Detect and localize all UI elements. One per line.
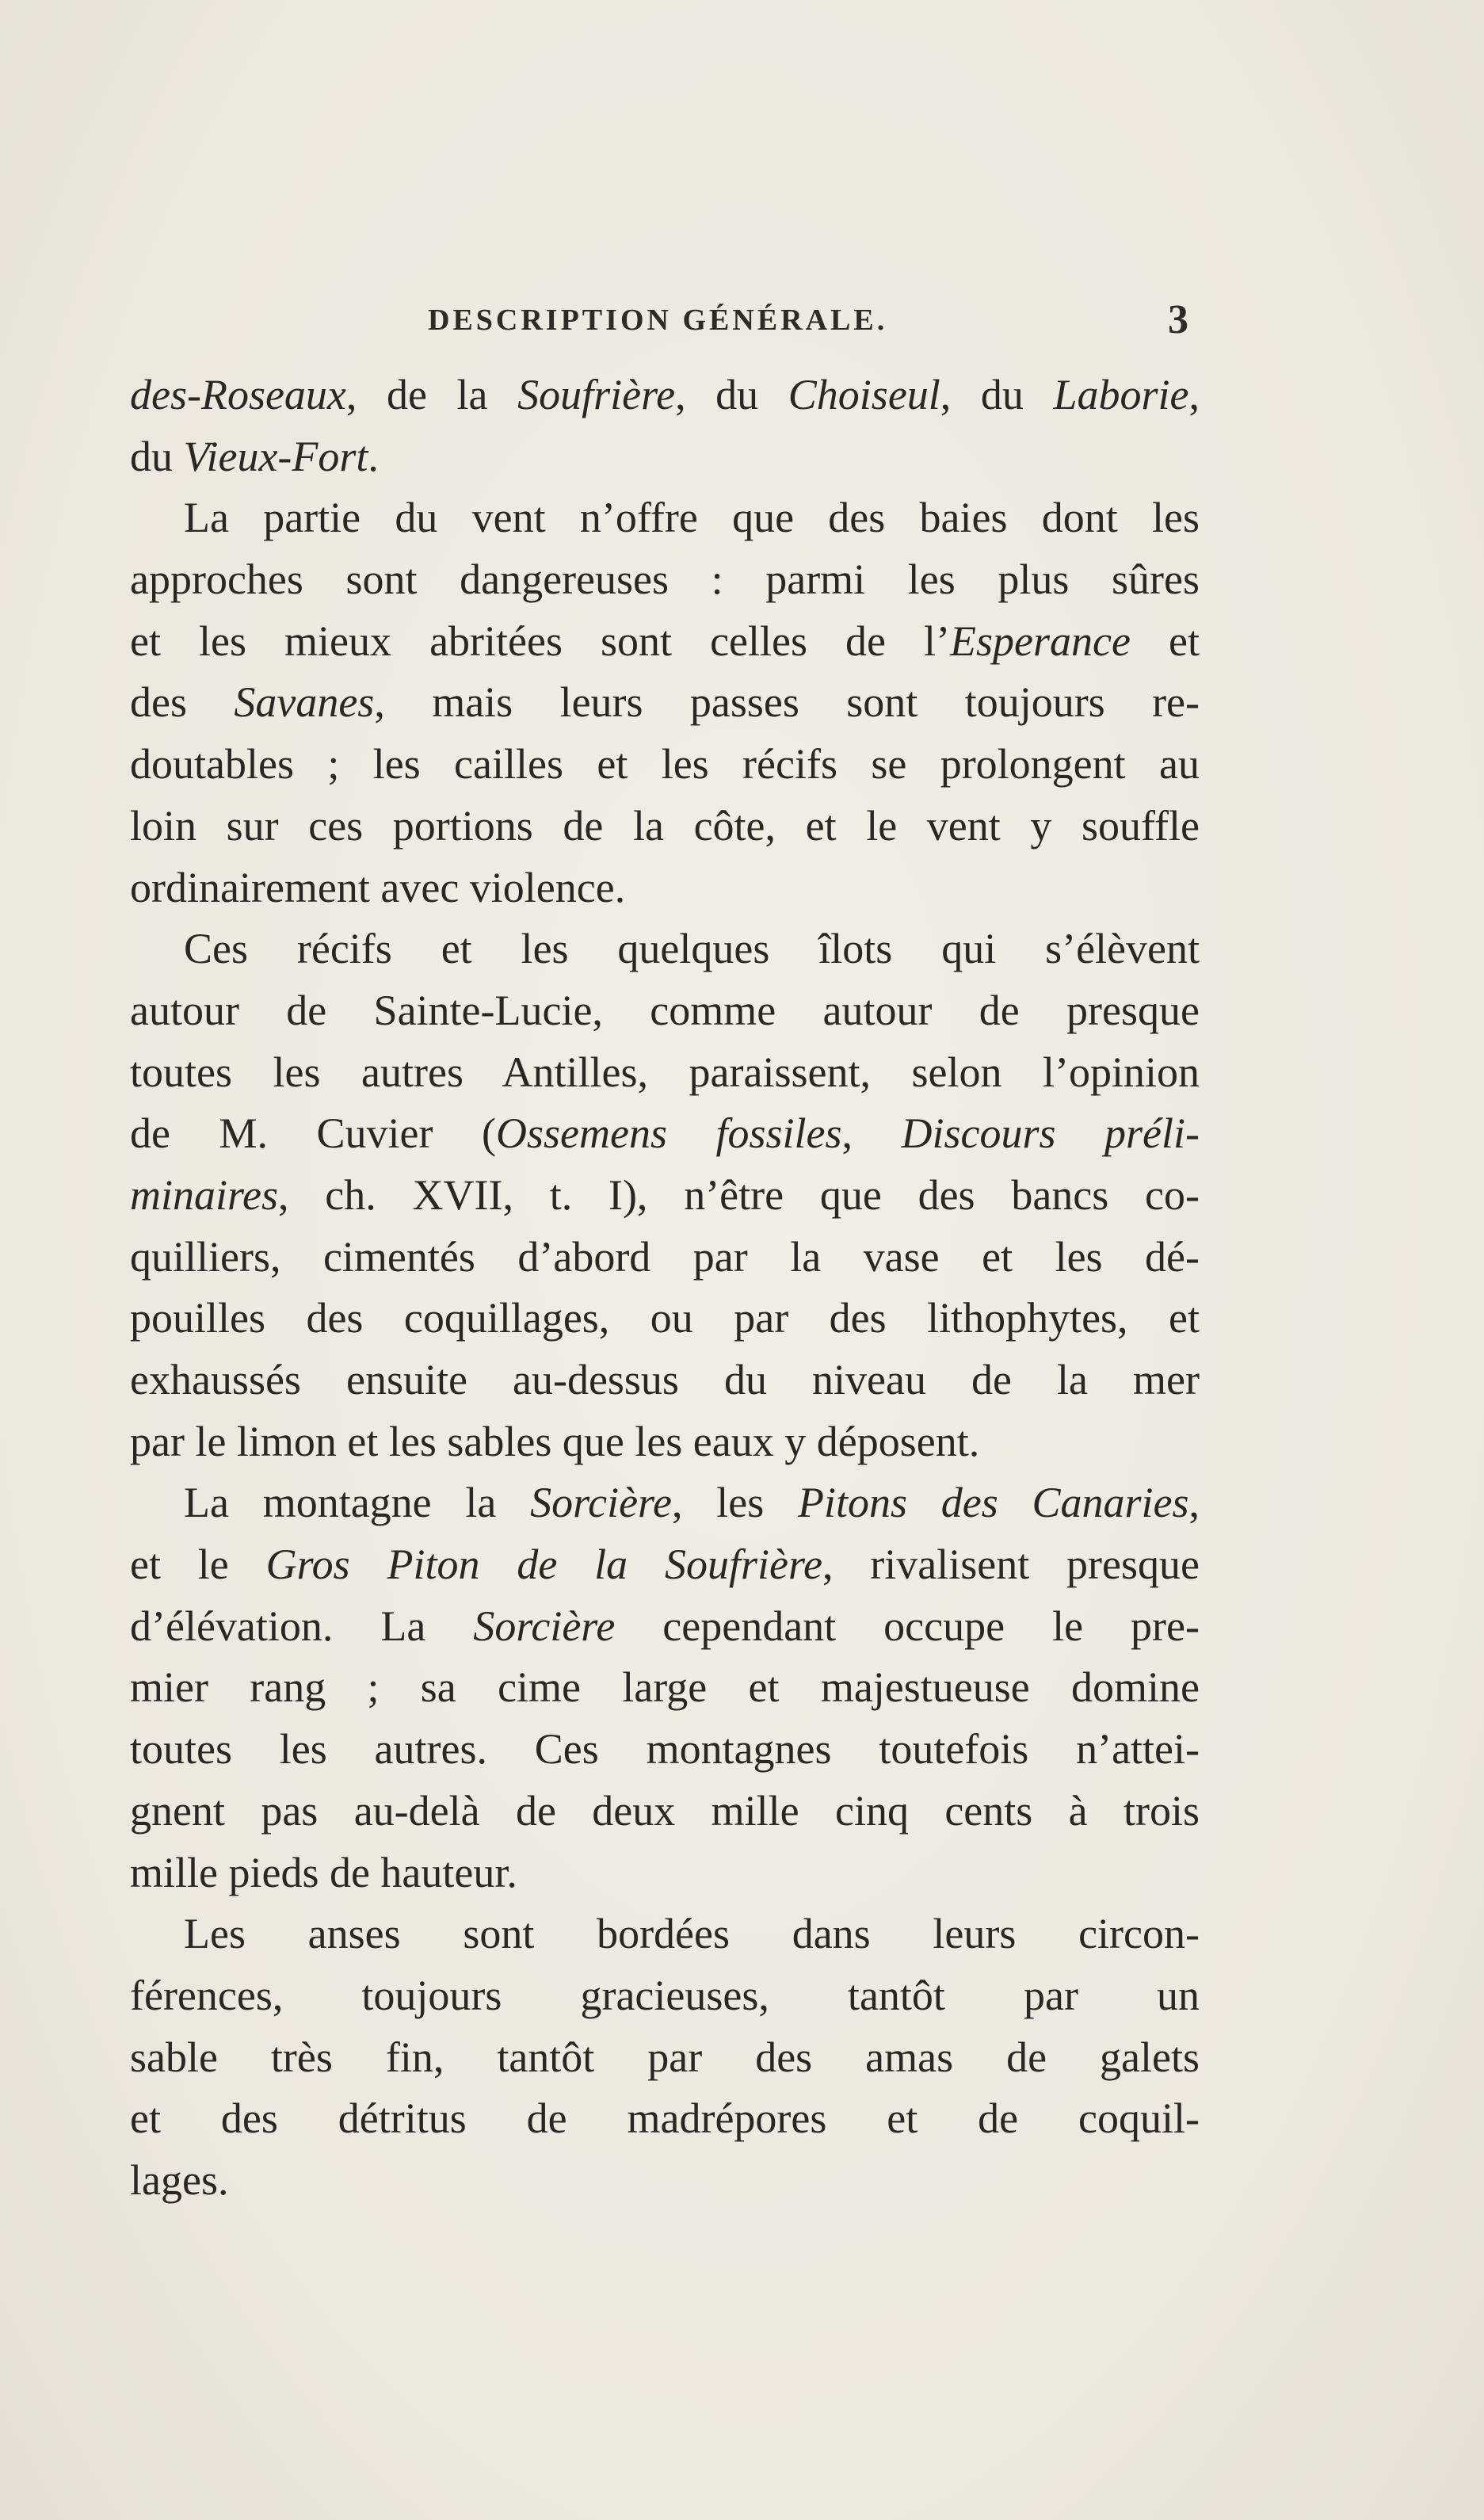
italic-text: Vieux-Fort bbox=[183, 432, 368, 480]
italic-text: minaires bbox=[130, 1170, 278, 1219]
text-line bbox=[130, 1842, 1200, 1904]
text-line bbox=[130, 1903, 1200, 1965]
text-segment: , de la bbox=[345, 371, 518, 418]
text-line bbox=[130, 1227, 1200, 1289]
text-line bbox=[130, 1781, 1200, 1842]
text-line bbox=[130, 2150, 1200, 2212]
italic-text: Choiseul bbox=[788, 371, 940, 418]
text-segment: et les mieux abritées sont celles de l’ bbox=[130, 617, 951, 665]
text-line bbox=[130, 857, 1200, 919]
text-line bbox=[130, 365, 1200, 426]
italic-text: Esperance bbox=[950, 617, 1131, 665]
text-line bbox=[130, 672, 1200, 734]
italic-text: des-Roseaux bbox=[130, 371, 346, 418]
text-segment: cependant occupe le pre- bbox=[615, 1602, 1200, 1650]
text-line bbox=[130, 426, 1200, 488]
text-line bbox=[130, 2088, 1200, 2150]
italic-text: Sorcière bbox=[473, 1602, 616, 1650]
text-line bbox=[130, 1596, 1200, 1658]
page-header bbox=[428, 297, 1188, 350]
text-segment: exhaussés ensuite au-dessus du niveau de la mer bbox=[130, 1356, 1200, 1403]
italic-text: Sorcière bbox=[530, 1479, 673, 1527]
italic-text: Ossemens fossiles bbox=[495, 1109, 842, 1158]
text-segment: , du bbox=[940, 371, 1054, 418]
text-segment: approches sont dangereuses : parmi les plus sûres bbox=[130, 556, 1200, 604]
body-text bbox=[130, 365, 1200, 2212]
text-segment: Ces récifs et les quelques îlots qui s’élèvent bbox=[184, 925, 1200, 973]
text-segment: toutes les autres. Ces montagnes toutefois n’attei- bbox=[130, 1725, 1200, 1774]
text-segment: quilliers, cimentés d’abord par la vase et les dé- bbox=[130, 1232, 1200, 1281]
text-segment: d’élévation. La bbox=[130, 1602, 474, 1650]
text-line bbox=[130, 1288, 1200, 1350]
text-segment: de M. Cuvier ( bbox=[130, 1109, 496, 1158]
text-line bbox=[130, 487, 1200, 549]
text-segment: et des détritus de madrépores et de coquil- bbox=[130, 2094, 1200, 2143]
text-segment: , ch. XVII, t. I), n’être que des bancs co- bbox=[278, 1170, 1200, 1219]
text-segment: , bbox=[1188, 371, 1200, 418]
text-line bbox=[130, 1042, 1200, 1104]
text-segment: , mais leurs passes sont toujours re- bbox=[374, 678, 1200, 727]
text-segment: mille pieds de hauteur. bbox=[130, 1848, 517, 1896]
text-segment: , du bbox=[675, 371, 788, 418]
text-segment: , les bbox=[672, 1479, 798, 1527]
text-line bbox=[130, 1965, 1200, 2027]
text-segment: La montagne la bbox=[184, 1479, 531, 1527]
text-segment: doutables ; les cailles et les récifs se prolongent au bbox=[130, 740, 1200, 788]
text-line bbox=[130, 980, 1200, 1042]
text-line bbox=[130, 1472, 1200, 1534]
text-segment: ordinairement avec violence. bbox=[130, 863, 626, 911]
running-title: DESCRIPTION GÉNÉRALE. bbox=[428, 304, 888, 337]
italic-text: Savanes bbox=[234, 678, 375, 727]
text-segment: et le bbox=[130, 1541, 266, 1589]
text-line bbox=[130, 734, 1200, 796]
text-line bbox=[130, 796, 1200, 857]
text-line bbox=[130, 611, 1200, 673]
italic-text: Discours préli- bbox=[901, 1109, 1200, 1158]
italic-text: Laborie bbox=[1053, 371, 1189, 418]
text-line bbox=[130, 1350, 1200, 1411]
page-number: 3 bbox=[1168, 297, 1188, 342]
text-line bbox=[130, 1534, 1200, 1596]
text-segment: des bbox=[130, 678, 235, 727]
text-segment: lages. bbox=[130, 2155, 229, 2204]
text-segment: pouilles des coquillages, ou par des lithophytes, et bbox=[130, 1294, 1200, 1342]
text-segment: Les anses sont bordées dans leurs circon- bbox=[184, 1910, 1200, 1958]
text-segment: loin sur ces portions de la côte, et le vent y souffle bbox=[130, 801, 1200, 850]
text-segment: et bbox=[1130, 617, 1200, 665]
text-line bbox=[130, 1657, 1200, 1719]
text-segment: gnent pas au-delà de deux mille cinq cents à trois bbox=[130, 1786, 1200, 1835]
text-segment: toutes les autres Antilles, paraissent, selon l’opinion bbox=[130, 1048, 1200, 1096]
italic-text: Gros Piton de la Soufrière bbox=[265, 1541, 822, 1589]
text-segment: , bbox=[841, 1109, 902, 1158]
text-line bbox=[130, 549, 1200, 611]
text-segment: mier rang ; sa cime large et majestueuse domine bbox=[130, 1663, 1200, 1712]
text-segment: , bbox=[1188, 1479, 1200, 1527]
text-segment: sable très fin, tantôt par des amas de galets bbox=[130, 2033, 1200, 2081]
text-segment: férences, toujours gracieuses, tantôt par un bbox=[130, 1971, 1200, 2019]
text-line bbox=[130, 1719, 1200, 1781]
text-line bbox=[130, 918, 1200, 980]
text-line bbox=[130, 2027, 1200, 2089]
text-segment: par le limon et les sables que les eaux y déposent. bbox=[130, 1417, 980, 1465]
text-segment: , rivalisent presque bbox=[822, 1541, 1200, 1589]
text-line bbox=[130, 1103, 1200, 1165]
text-segment: autour de Sainte-Lucie, comme autour de presque bbox=[130, 986, 1200, 1034]
text-segment: du bbox=[130, 432, 184, 480]
italic-text: Soufrière bbox=[517, 371, 676, 418]
italic-text: Pitons des Canaries bbox=[798, 1479, 1189, 1527]
text-segment: . bbox=[368, 432, 379, 480]
text-line bbox=[130, 1165, 1200, 1227]
text-line bbox=[130, 1411, 1200, 1473]
text-segment: La partie du vent n’offre que des baies dont les bbox=[184, 494, 1200, 542]
